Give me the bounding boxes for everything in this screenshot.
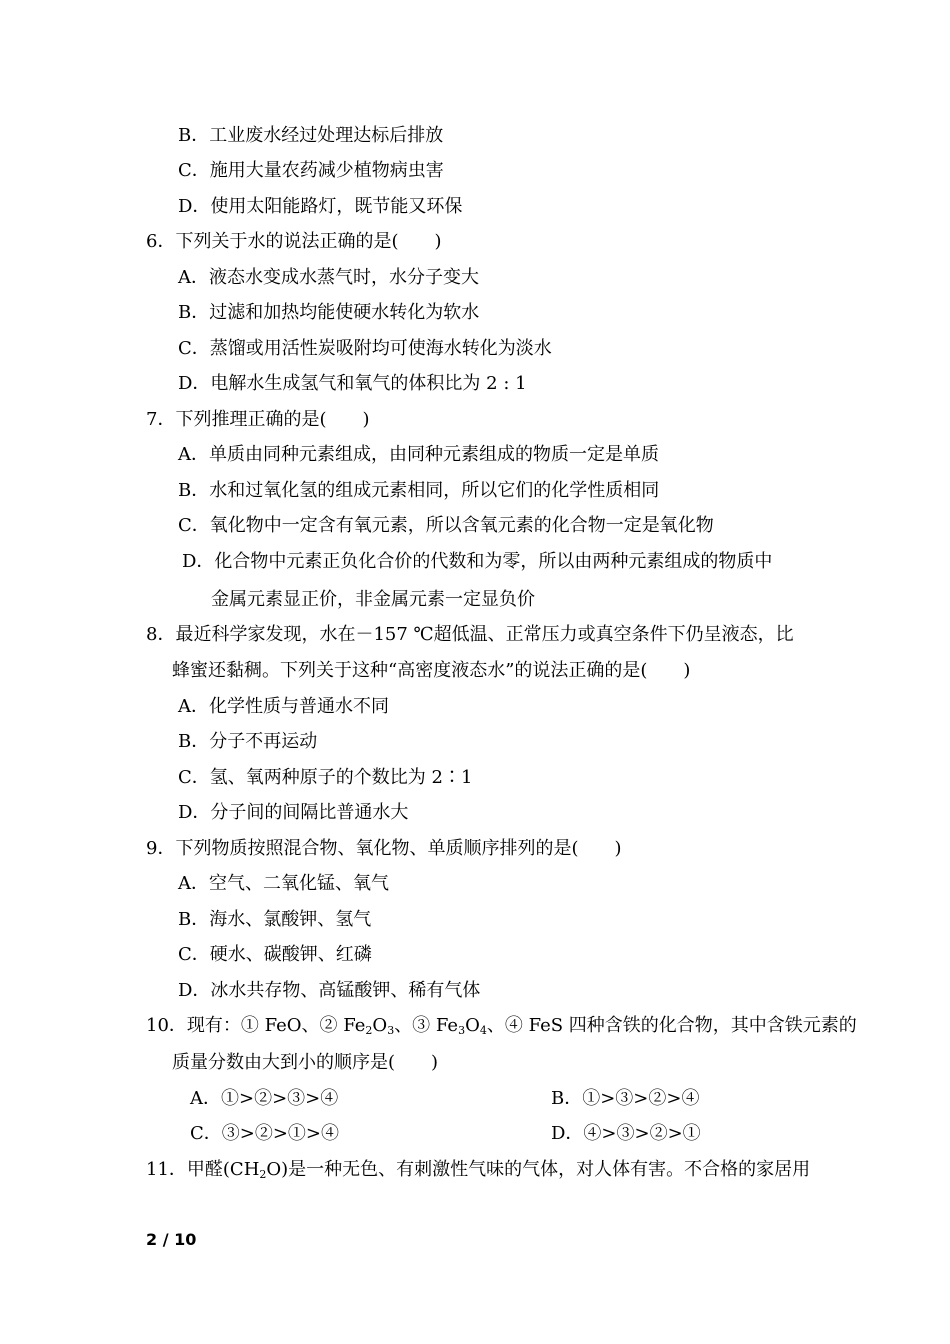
q10-subscript: 3 [458,1024,466,1037]
q8-stem-line2: 蜂蜜还黏稠。下列关于这种“高密度液态水”的说法正确的是( ) [172,660,691,681]
q10-stem-part-a: 10．现有：① FeO、② Fe [146,1015,366,1036]
q8-stem-line1: 8．最近科学家发现，水在－157 ℃超低温、正常压力或真空条件下仍呈液态，比 [146,624,794,645]
q5-option-b: B．工业废水经过处理达标后排放 [178,125,444,146]
q6-option-d: D．电解水生成氢气和氧气的体积比为 2 : 1 [178,373,527,394]
q7-stem: 7．下列推理正确的是( ) [146,409,370,430]
q11-stem-part-a: 11．甲醛(CH [146,1159,260,1180]
q10-option-c: C．③>②>①>④ [190,1123,340,1144]
q10-subscript: 3 [387,1024,395,1037]
q10-option-d: D．④>③>②>① [551,1123,701,1144]
q9-option-c: C．硬水、碳酸钾、红磷 [178,944,372,965]
q10-stem-part-e: 、④ FeS 四种含铁的化合物，其中含铁元素的 [486,1015,857,1036]
q6-option-a: A．液态水变成水蒸气时，水分子变大 [178,267,479,288]
q11-stem [146,1159,810,1181]
q7-option-a: A．单质由同种元素组成，由同种元素组成的物质一定是单质 [178,444,659,465]
q7-option-d-line2: 金属元素显正价，非金属元素一定显负价 [211,589,535,610]
q8-option-b: B．分子不再运动 [178,731,318,752]
q6-stem: 6．下列关于水的说法正确的是( ) [146,231,442,252]
q10-option-b: B．①>③>②>④ [551,1088,700,1109]
q9-option-a: A．空气、二氧化锰、氧气 [178,873,389,894]
q8-option-c: C．氢、氧两种原子的个数比为 2∶1 [178,767,473,788]
q10-stem-line1 [146,1015,857,1037]
q7-option-c: C．氧化物中一定含有氧元素，所以含氧元素的化合物一定是氧化物 [178,515,714,536]
q10-subscript: 2 [365,1024,373,1037]
q11-stem-part-b: O)是一种无色、有刺激性气味的气体，对人体有害。不合格的家居用 [266,1159,811,1180]
q7-option-b: B．水和过氧化氢的组成元素相同，所以它们的化学性质相同 [178,480,660,501]
q6-option-c: C．蒸馏或用活性炭吸附均可使海水转化为淡水 [178,338,552,359]
q10-stem-part-c: 、③ Fe [394,1015,459,1036]
q5-option-c: C．施用大量农药减少植物病虫害 [178,160,444,181]
q9-option-d: D．冰水共存物、高锰酸钾、稀有气体 [178,980,481,1001]
q9-stem: 9．下列物质按照混合物、氧化物、单质顺序排列的是( ) [146,838,622,859]
q8-option-a: A．化学性质与普通水不同 [178,696,389,717]
q9-option-b: B．海水、氯酸钾、氢气 [178,909,372,930]
q10-stem-part-d: O [465,1015,480,1036]
q6-option-b: B．过滤和加热均能使硬水转化为软水 [178,302,480,323]
q10-subscript: 4 [479,1024,487,1037]
q10-stem-line2: 质量分数由大到小的顺序是( ) [172,1052,439,1073]
q7-option-d-line1: D．化合物中元素正负化合价的代数和为零，所以由两种元素组成的物质中 [182,551,773,572]
q8-option-d: D．分子间的间隔比普通水大 [178,802,409,823]
q10-stem-part-b: O [372,1015,388,1036]
page-number: 2 / 10 [146,1230,197,1249]
q5-option-d: D．使用太阳能路灯，既节能又环保 [178,196,463,217]
q10-option-a: A．①>②>③>④ [190,1088,339,1109]
q11-subscript: 2 [259,1168,267,1181]
